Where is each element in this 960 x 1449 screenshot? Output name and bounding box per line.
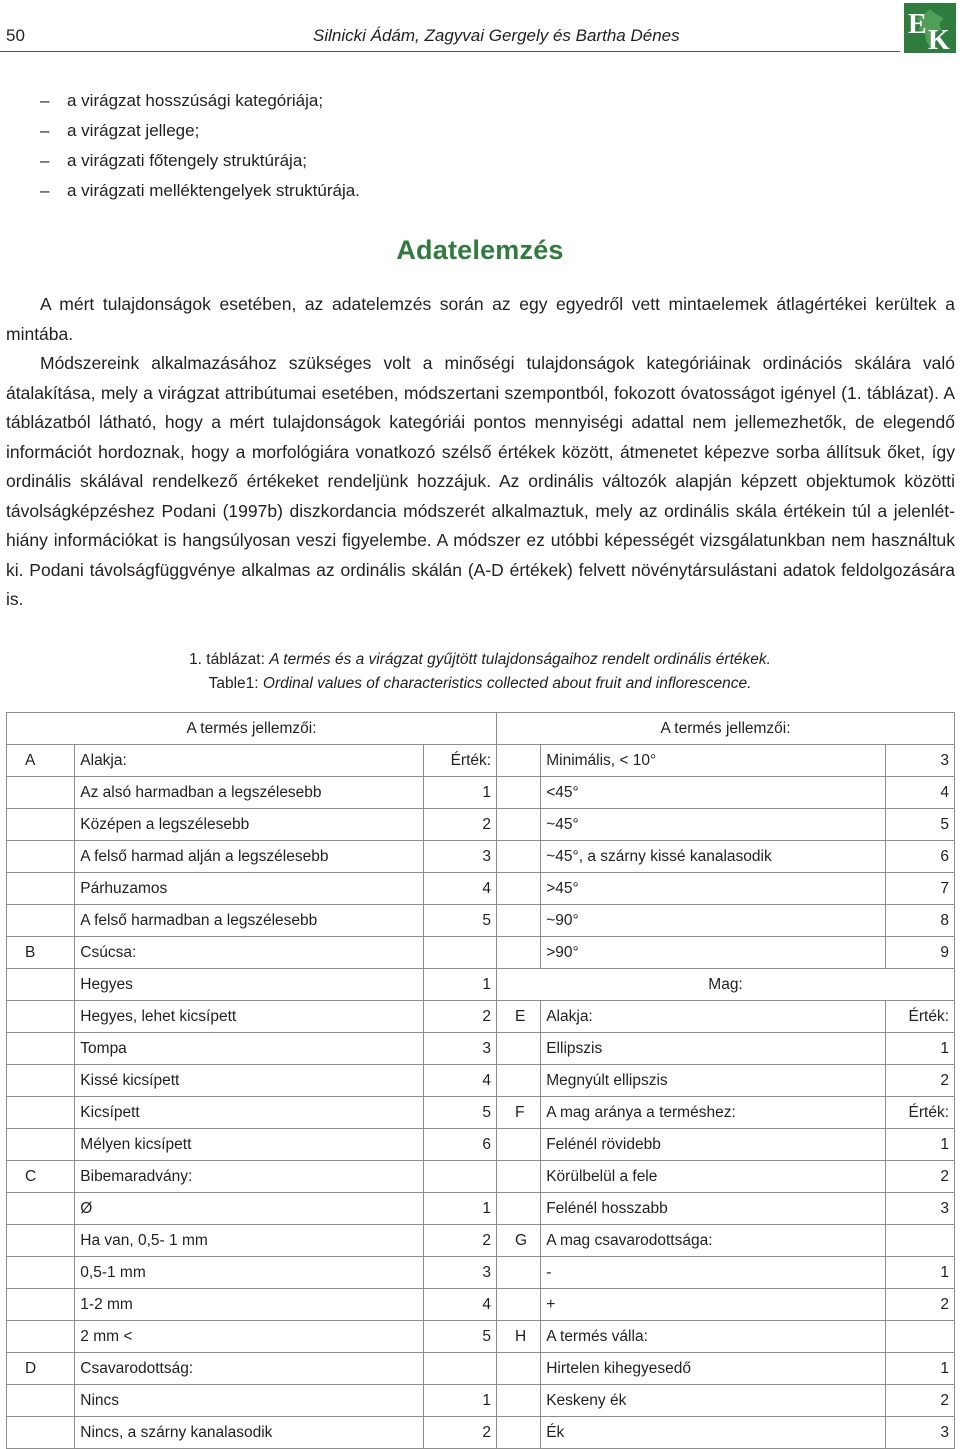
row-label: Tompa	[75, 1033, 423, 1065]
row-label: Középen a legszélesebb	[75, 809, 423, 841]
row-label: Kicsípett	[75, 1097, 423, 1129]
table-row	[7, 1385, 955, 1417]
row-value-right: 3	[885, 1193, 954, 1225]
row-letter: B	[7, 937, 75, 969]
row-value: 5	[423, 1321, 496, 1353]
row-value-right: 4	[885, 777, 954, 809]
dash-marker: –	[40, 121, 50, 140]
row-value: 2	[423, 1417, 496, 1449]
row-value-right: Érték:	[885, 1097, 954, 1129]
row-label-right: Minimális, < 10°	[541, 745, 885, 777]
row-letter	[7, 1033, 75, 1065]
paragraph-text: A mért tulajdonságok esetében, az adatelemzés során az egy egyedről vett mintaelemek átlagértékei kerültek a mintába.	[6, 294, 955, 344]
row-label: Kissé kicsípett	[75, 1065, 423, 1097]
row-label-right: Felénél hosszabb	[541, 1193, 885, 1225]
header-rule	[0, 51, 900, 52]
row-label-right: Ellipszis	[541, 1033, 885, 1065]
row-value-right: 2	[885, 1385, 954, 1417]
table-body	[7, 745, 955, 1449]
list-item	[40, 116, 360, 146]
row-letter-right: E	[497, 1001, 541, 1033]
row-label: Nincs	[75, 1385, 423, 1417]
row-label: A felső harmadban a legszélesebb	[75, 905, 423, 937]
row-value: 4	[423, 1289, 496, 1321]
svg-text:K: K	[928, 25, 950, 53]
bullet-list	[40, 86, 360, 206]
row-letter-right	[497, 1289, 541, 1321]
row-label: Ø	[75, 1193, 423, 1225]
row-letter-right: G	[497, 1225, 541, 1257]
row-value	[423, 937, 496, 969]
row-value-right: 5	[885, 809, 954, 841]
table-row	[7, 1417, 955, 1449]
row-label: Ha van, 0,5- 1 mm	[75, 1225, 423, 1257]
row-label-right: ~45°	[541, 809, 885, 841]
row-letter	[7, 1321, 75, 1353]
row-letter: C	[7, 1161, 75, 1193]
svg-text:E: E	[908, 9, 927, 40]
table-row	[7, 1257, 955, 1289]
caption-hu-label: 1. táblázat:	[189, 651, 265, 668]
row-letter	[7, 1193, 75, 1225]
row-value: 2	[423, 809, 496, 841]
caption-en-label: Table1:	[208, 675, 259, 692]
list-item	[40, 176, 360, 206]
row-letter: D	[7, 1353, 75, 1385]
row-letter-right	[497, 1129, 541, 1161]
row-value-right: 9	[885, 937, 954, 969]
paragraph-2	[6, 349, 955, 615]
row-value-right: 6	[885, 841, 954, 873]
row-label: Alakja:	[75, 745, 423, 777]
row-letter: A	[7, 745, 75, 777]
row-label-right: Körülbelül a fele	[541, 1161, 885, 1193]
row-value-right: 1	[885, 1353, 954, 1385]
row-label: 2 mm <	[75, 1321, 423, 1353]
table-header-right: A termés jellemzői:	[497, 713, 955, 745]
row-value-right	[885, 1225, 954, 1257]
row-letter	[7, 1065, 75, 1097]
row-value: 2	[423, 1225, 496, 1257]
paragraph-1	[6, 290, 955, 349]
row-value: 3	[423, 1033, 496, 1065]
row-letter	[7, 1417, 75, 1449]
row-value: Érték:	[423, 745, 496, 777]
row-value-right: 1	[885, 1129, 954, 1161]
table-row	[7, 1033, 955, 1065]
row-value: 2	[423, 1001, 496, 1033]
row-label-right: Felénél rövidebb	[541, 1129, 885, 1161]
row-letter-right	[497, 1033, 541, 1065]
row-letter-right	[497, 1193, 541, 1225]
row-letter-right	[497, 841, 541, 873]
row-letter-right	[497, 1161, 541, 1193]
row-label-right: -	[541, 1257, 885, 1289]
table-header-left: A termés jellemzői:	[7, 713, 497, 745]
row-letter-right	[497, 937, 541, 969]
row-label: Csúcsa:	[75, 937, 423, 969]
table-row	[7, 1097, 955, 1129]
dash-marker: –	[40, 151, 50, 170]
row-label: Az alsó harmadban a legszélesebb	[75, 777, 423, 809]
table-row	[7, 1321, 955, 1353]
table-row	[7, 1225, 955, 1257]
caption-hu	[0, 648, 960, 672]
row-value: 1	[423, 969, 496, 1001]
row-letter	[7, 1385, 75, 1417]
row-letter-right	[497, 905, 541, 937]
row-value: 3	[423, 1257, 496, 1289]
row-value: 1	[423, 1385, 496, 1417]
running-head-authors: Silnicki Ádám, Zagyvai Gergely és Bartha Dénes	[313, 26, 680, 45]
table-row	[7, 969, 955, 1001]
row-value-right: 7	[885, 873, 954, 905]
caption-en-text: Ordinal values of characteristics collected about fruit and inflorescence.	[262, 675, 752, 692]
row-label: A felső harmad alján a legszélesebb	[75, 841, 423, 873]
row-value: 5	[423, 905, 496, 937]
row-label-right: +	[541, 1289, 885, 1321]
row-label-right: >45°	[541, 873, 885, 905]
row-letter-right	[497, 1417, 541, 1449]
row-label-right: Keskeny ék	[541, 1385, 885, 1417]
row-value-right	[885, 1321, 954, 1353]
row-label: Mélyen kicsípett	[75, 1129, 423, 1161]
list-item-text: a virágzat jellege;	[67, 121, 200, 140]
table-row	[7, 937, 955, 969]
row-value-right: 2	[885, 1161, 954, 1193]
list-item	[40, 146, 360, 176]
table-subheader-seed: Mag:	[497, 969, 955, 1001]
row-value-right: 3	[885, 745, 954, 777]
row-letter	[7, 1289, 75, 1321]
row-label-right: Ék	[541, 1417, 885, 1449]
table-row	[7, 841, 955, 873]
row-letter	[7, 1257, 75, 1289]
table-row	[7, 777, 955, 809]
row-value: 3	[423, 841, 496, 873]
row-letter-right	[497, 745, 541, 777]
ordinal-values-table	[6, 712, 955, 1449]
section-title: Adatelemzés	[396, 235, 564, 265]
row-label-right: A mag aránya a terméshez:	[541, 1097, 885, 1129]
page-number: 50	[6, 26, 25, 45]
row-letter-right: H	[497, 1321, 541, 1353]
row-label: Bibemaradvány:	[75, 1161, 423, 1193]
row-letter	[7, 1097, 75, 1129]
row-value: 1	[423, 777, 496, 809]
table-row	[7, 1161, 955, 1193]
row-letter	[7, 777, 75, 809]
row-label-right: <45°	[541, 777, 885, 809]
list-item	[40, 86, 360, 116]
row-value	[423, 1161, 496, 1193]
row-value: 6	[423, 1129, 496, 1161]
list-item-text: a virágzati főtengely struktúrája;	[67, 151, 308, 170]
row-value-right: 3	[885, 1417, 954, 1449]
row-value-right: 1	[885, 1257, 954, 1289]
row-value	[423, 1353, 496, 1385]
row-letter	[7, 1129, 75, 1161]
table-row	[7, 1065, 955, 1097]
row-label-right: >90°	[541, 937, 885, 969]
row-letter-right: F	[497, 1097, 541, 1129]
row-value: 4	[423, 1065, 496, 1097]
row-letter	[7, 873, 75, 905]
row-label: Csavarodottság:	[75, 1353, 423, 1385]
row-label-right: A mag csavarodottsága:	[541, 1225, 885, 1257]
row-letter	[7, 841, 75, 873]
row-value: 4	[423, 873, 496, 905]
list-item-text: a virágzat hosszúsági kategóriája;	[67, 91, 324, 110]
table-row	[7, 905, 955, 937]
row-letter	[7, 905, 75, 937]
table-row	[7, 873, 955, 905]
row-value: 1	[423, 1193, 496, 1225]
row-letter-right	[497, 1065, 541, 1097]
row-value-right: 8	[885, 905, 954, 937]
row-letter-right	[497, 1257, 541, 1289]
paragraph-text: Módszereink alkalmazásához szükséges volt a minőségi tulajdonságok kategóriáinak ordinációs skálára való átalakítása, mely a virágzat attribútumai esetében, módszertani szempontból, fokozott óvatosságot igényel (1. táblázat). A táblázatból látható, hogy a mért tulajdonságok kategóriái pontos mennyiségi adattal nem jellemezhetők, de elegendő információt hordoznak, hogy a morfológiára vonatkozó szélső értékek között, átmenetet képezve sorba állítsuk őket, így ordinális skálával rendelkező értékeket rendeljünk hozzájuk. Az ordinális változók alapján képzett objektumok közötti távolságképzéshez Podani (1997b) diszkordancia módszerét alkalmaztuk, mely az ordinális skála értékein túl a jelenlét-hiány információkat is hangsúlyosan veszi figyelembe. A módszer ez utóbbi képességét vizsgálatunkban nem használtuk ki. Podani távolságfüggvénye alkalmas az ordinális skálán (A-D értékek) felvett növénytársulástani adatok feldolgozására is.	[6, 353, 955, 609]
table-row	[7, 1353, 955, 1385]
row-label: Nincs, a szárny kanalasodik	[75, 1417, 423, 1449]
dash-marker: –	[40, 91, 50, 110]
caption-en	[0, 672, 960, 696]
row-letter	[7, 1225, 75, 1257]
row-value-right: 2	[885, 1289, 954, 1321]
row-value-right: 2	[885, 1065, 954, 1097]
row-letter-right	[497, 873, 541, 905]
row-letter-right	[497, 1385, 541, 1417]
row-letter-right	[497, 1353, 541, 1385]
row-value: 5	[423, 1097, 496, 1129]
row-label-right: Hirtelen kihegyesedő	[541, 1353, 885, 1385]
table-row	[7, 809, 955, 841]
table-caption	[0, 648, 960, 696]
row-value-right: 1	[885, 1033, 954, 1065]
row-label-right: ~90°	[541, 905, 885, 937]
table-row	[7, 1001, 955, 1033]
table-row	[7, 745, 955, 777]
row-letter-right	[497, 777, 541, 809]
table-header-row	[7, 713, 955, 745]
dash-marker: –	[40, 181, 50, 200]
row-label-right: ~45°, a szárny kissé kanalasodik	[541, 841, 885, 873]
caption-hu-text: A termés és a virágzat gyűjtött tulajdonságaihoz rendelt ordinális értékek.	[269, 651, 771, 668]
table-row	[7, 1129, 955, 1161]
row-label: 1-2 mm	[75, 1289, 423, 1321]
list-item-text: a virágzati melléktengelyek struktúrája.	[67, 181, 360, 200]
row-label-right: Megnyúlt ellipszis	[541, 1065, 885, 1097]
row-letter	[7, 969, 75, 1001]
page-header	[0, 0, 960, 60]
table-row	[7, 1289, 955, 1321]
row-letter	[7, 1001, 75, 1033]
row-label-right: A termés válla:	[541, 1321, 885, 1353]
row-label: Hegyes, lehet kicsípett	[75, 1001, 423, 1033]
row-label: Párhuzamos	[75, 873, 423, 905]
row-value-right: Érték:	[885, 1001, 954, 1033]
row-label: Hegyes	[75, 969, 423, 1001]
journal-logo-icon	[904, 3, 956, 53]
table-row	[7, 1193, 955, 1225]
row-letter-right	[497, 809, 541, 841]
row-label-right: Alakja:	[541, 1001, 885, 1033]
row-letter	[7, 809, 75, 841]
row-label: 0,5-1 mm	[75, 1257, 423, 1289]
